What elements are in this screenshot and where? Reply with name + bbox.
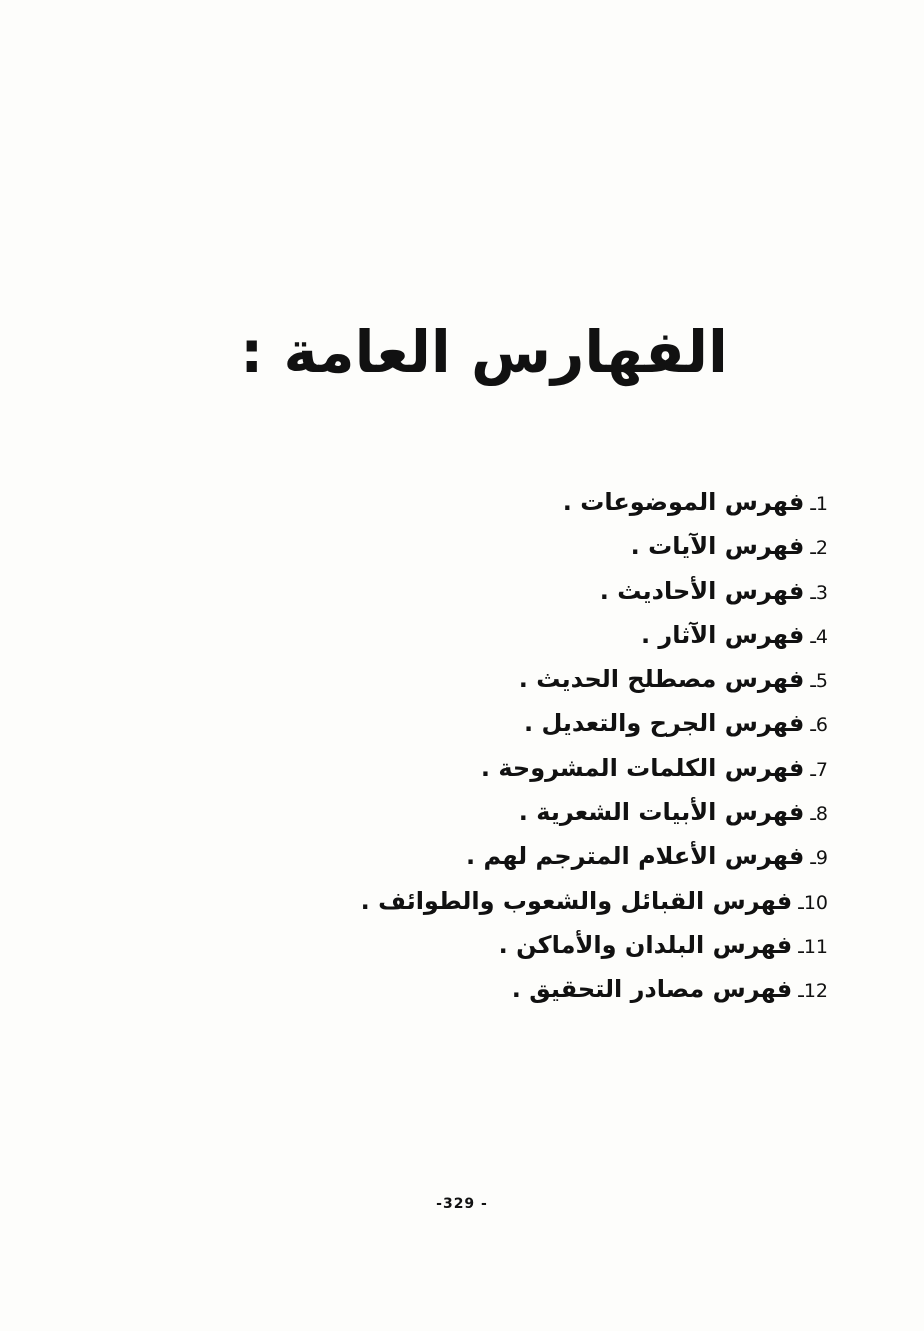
list-item — [268, 480, 828, 524]
item-label: فهرس الآيات . — [630, 532, 805, 561]
list-item — [268, 879, 828, 923]
list-item — [268, 967, 828, 1011]
list-item — [268, 569, 828, 613]
item-number: 9ـ — [810, 847, 828, 870]
list-item — [268, 746, 828, 790]
list-item — [268, 701, 828, 745]
item-label: فهرس مصادر التحقيق . — [511, 975, 793, 1004]
item-number: 5ـ — [810, 670, 828, 693]
list-item — [268, 790, 828, 834]
page-title — [0, 318, 924, 388]
list-item — [268, 923, 828, 967]
page-title-text: الفهارس العامة : — [240, 318, 728, 386]
item-label: فهرس الكلمات المشروحة . — [480, 753, 805, 782]
item-label: فهرس الأعلام المترجم لهم . — [466, 842, 805, 871]
item-number: 6ـ — [810, 714, 828, 737]
list-item — [268, 657, 828, 701]
item-number: 4ـ — [810, 625, 828, 648]
list-item — [268, 524, 828, 568]
item-number: 8ـ — [810, 803, 828, 826]
item-label: فهرس الآثار . — [640, 620, 805, 649]
item-number: 7ـ — [810, 758, 828, 781]
item-label: فهرس القبائل والشعوب والطوائف . — [360, 886, 793, 915]
item-label: فهرس الأبيات الشعرية . — [518, 798, 805, 827]
item-label: فهرس الموضوعات . — [562, 488, 805, 516]
index-list — [268, 480, 828, 1012]
item-number: 1ـ — [810, 493, 828, 515]
item-number: 12ـ — [798, 980, 828, 1003]
item-label: فهرس البلدان والأماكن . — [498, 930, 793, 959]
item-label: فهرس مصطلح الحديث . — [518, 665, 805, 694]
item-number: 11ـ — [798, 935, 828, 958]
page-number: -329 - — [436, 1196, 488, 1212]
item-label: فهرس الجرح والتعديل . — [523, 709, 805, 738]
list-item — [268, 834, 828, 878]
list-item — [268, 613, 828, 657]
item-label: فهرس الأحاديث . — [599, 576, 805, 605]
item-number: 2ـ — [810, 537, 828, 560]
item-number: 3ـ — [810, 581, 828, 604]
item-number: 10ـ — [798, 891, 828, 914]
